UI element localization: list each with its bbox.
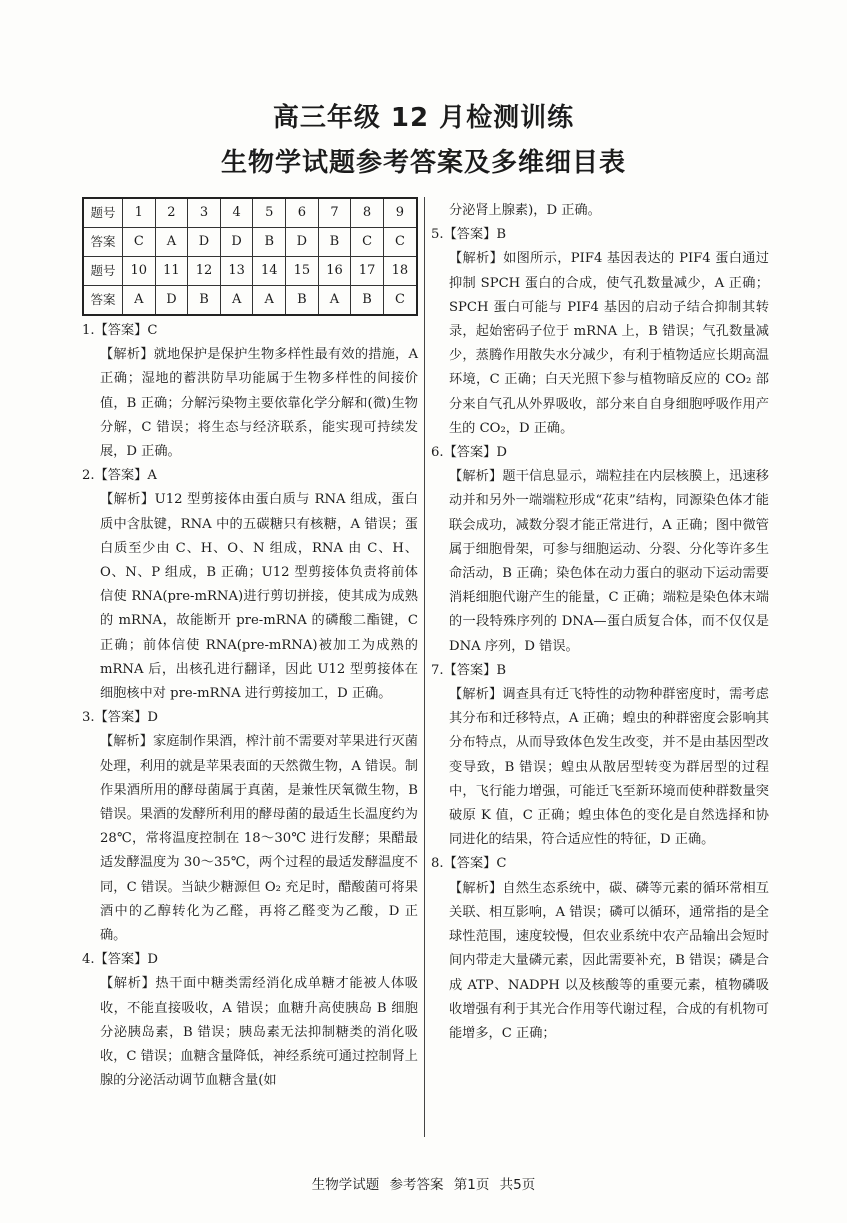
answer-table-cell: 16 (318, 257, 351, 286)
answer-table-cell: D (286, 228, 319, 257)
answer-table-cell: C (123, 228, 156, 257)
answer-table-header-cell: 题号 (83, 257, 123, 286)
answer-table-header-cell: 答案 (83, 286, 123, 316)
answer-table-cell: 11 (155, 257, 188, 286)
answer-table-cell: B (351, 286, 384, 316)
question-item (431, 659, 769, 853)
question-explanation: 【解析】就地保护是保护生物多样性最有效的措施，A 正确；湿地的蓄洪防旱功能属于生物多样性的间接价值，B 正确；分解污染物主要依靠化学分解和(微)生物分解，C 错误；将生态与经济联系，能实现可持续发展，D 正确。 (100, 347, 418, 460)
question-item (82, 706, 418, 948)
answer-table-cell: A (253, 286, 286, 316)
answer-table-row (83, 228, 417, 257)
question-explanation: 【解析】题干信息显示，端粒挂在内层核膜上，迅速移动并和另外一端端粒形成“花束”结构，同源染色体才能联会成功，减数分裂才能正常进行，A 正确；图中微管属于细胞骨架，可参与细胞运动、分裂、分化等许多生命活动，B 正确；染色体在动力蛋白的驱动下运动需要消耗细胞代谢产生的能量，C 正确；端粒是染色体末端的一段特殊序列的 DNA—蛋白质复合体，而不仅仅是 DNA 序列，D 错误。 (449, 469, 769, 654)
question-answer-heading: 6.【答案】D (431, 445, 507, 461)
answer-table-cell: A (220, 286, 253, 316)
answer-table-cell: A (318, 286, 351, 316)
question-item (82, 948, 418, 1093)
answer-table-cell: 14 (253, 257, 286, 286)
page-subtitle: 生物学试题参考答案及多维细目表 (220, 148, 626, 178)
answer-table-header-cell: 答案 (83, 228, 123, 257)
answer-table-cell: B (188, 286, 221, 316)
answer-table-cell: 18 (383, 257, 417, 286)
answer-table-cell: 12 (188, 257, 221, 286)
answer-table-cell: 6 (286, 198, 319, 228)
column-divider (424, 197, 425, 1137)
page-title: 高三年级 12 月检测训练 (272, 103, 575, 133)
question-answer-heading: 5.【答案】B (431, 227, 507, 243)
answer-table-cell: 9 (383, 198, 417, 228)
question-answer-heading: 2.【答案】A (82, 468, 157, 484)
question-item (431, 441, 769, 659)
question-answer-heading: 1.【答案】C (82, 323, 158, 338)
answer-table-cell: 10 (123, 257, 156, 286)
question-item (431, 852, 769, 1046)
question-explanation: 【解析】U12 型剪接体由蛋白质与 RNA 组成，蛋白质中含肽键，RNA 中的五碳糖只有核糖，A 错误；蛋白质至少由 C、H、O、N 组成，RNA 由 C、H、O、N、P 组成，B 正确；U12 型剪接体负责将前体信使 RNA(pre-mRNA)进行剪切拼接，使其成为成熟的 mRNA，故能断开 pre-mRNA 的磷酸二酯键，C 正确；前体信使 RNA(pre-mRNA)被加工为成熟的 mRNA 后，出核孔进行翻译，因此 U12 型剪接体在细胞核中对 pre-mRNA 进行剪接加工，D 正确。 (100, 492, 418, 702)
answer-table-cell: 7 (318, 198, 351, 228)
answer-table-cell: 2 (155, 198, 188, 228)
question-answer-heading: 8.【答案】C (431, 856, 507, 872)
answer-table-cell: 15 (286, 257, 319, 286)
question-explanation: 【解析】自然生态系统中，碳、磷等元素的循环常相互关联、相互影响，A 错误；磷可以循环，通常指的是全球性范围，速度较慢，但农业系统中农产品输出会短时间内带走大量磷元素，因此需要补充，B 错误；磷是合成 ATP、NADPH 以及核酸等的重要元素，植物磷吸收增强有利于其光合作用等代谢过程，合成的有机物可能增多，C 正确； (449, 880, 769, 1041)
question-item (82, 319, 418, 464)
question-item (431, 199, 769, 223)
answer-table-cell: B (318, 228, 351, 257)
right-column (431, 199, 769, 1046)
answer-table-cell: A (123, 286, 156, 316)
answer-table-cell: 5 (253, 198, 286, 228)
answer-table-cell: 4 (220, 198, 253, 228)
question-answer-heading: 7.【答案】B (431, 662, 507, 678)
answer-table-cell: C (351, 228, 384, 257)
answer-table-cell: C (383, 228, 417, 257)
question-answer-heading: 4.【答案】D (82, 952, 158, 968)
answer-table-cell: 13 (220, 257, 253, 286)
answer-table-cell: 1 (123, 198, 156, 228)
answer-table-row (83, 286, 417, 316)
answer-table-cell: C (383, 286, 417, 316)
answer-table (82, 197, 418, 316)
answer-table-cell: B (286, 286, 319, 316)
question-explanation: 分泌肾上腺素)，D 正确。 (449, 203, 601, 218)
answer-table-cell: B (253, 228, 286, 257)
question-item (82, 464, 418, 706)
question-item (431, 223, 769, 441)
question-explanation: 【解析】如图所示，PIF4 基因表达的 PIF4 蛋白通过抑制 SPCH 蛋白的合成，使气孔数量减少，A 正确；SPCH 蛋白可能与 PIF4 基因的启动子结合抑制其转录，起始密码子位于 mRNA 上，B 错误；气孔数量减少，蒸腾作用散失水分减少，有利于植物适应长期高温环境，C 正确；白天光照下参与植物暗反应的 CO₂ 部分来自气孔从外界吸收，部分来自自身细胞呼吸作用产生的 CO₂，D 正确。 (449, 251, 769, 436)
answer-table-cell: 8 (351, 198, 384, 228)
question-answer-heading: 3.【答案】D (82, 710, 158, 726)
question-explanation: 【解析】热干面中糖类需经消化成单糖才能被人体吸收，不能直接吸收，A 错误；血糖升高使胰岛 B 细胞分泌胰岛素，B 错误；胰岛素无法抑制糖类的消化吸收，C 错误；血糖含量降低，神经系统可通过控制肾上腺的分泌活动调节血糖含量(如 (100, 976, 418, 1089)
answer-table-cell: A (155, 228, 188, 257)
answer-table-cell: D (220, 228, 253, 257)
left-column (82, 197, 418, 1094)
answer-table-row (83, 198, 417, 228)
answer-table-cell: 3 (188, 198, 221, 228)
question-explanation: 【解析】调查具有迁飞特性的动物种群密度时，需考虑其分布和迁移特点，A 正确；蝗虫的种群密度会影响其分布特点，从而导致体色发生改变，并不是由基因型改变导致，B 错误；蝗虫从散居型转变为群居型的过程中，飞行能力增强，可能迁飞至新环境而使种群数量突破原 K 值，C 正确；蝗虫体色的变化是自然选择和协同进化的结果，符合适应性的特征，D 正确。 (449, 687, 769, 848)
answer-table-header-cell: 题号 (83, 198, 123, 228)
answer-table-cell: D (188, 228, 221, 257)
answer-table-cell: D (155, 286, 188, 316)
answer-table-row (83, 257, 417, 286)
question-explanation: 【解析】家庭制作果酒，榨汁前不需要对苹果进行灭菌处理，利用的就是苹果表面的天然微生物，A 错误。制作果酒所用的酵母菌属于真菌，是兼性厌氧微生物，B 错误。果酒的发酵所利用的酵母菌的最适生长温度约为 28℃，常将温度控制在 18～30℃ 进行发酵；果醋最适发酵温度为 30～35℃，两个过程的最适发酵温度不同，C 错误。当缺少糖源但 O₂ 充足时，醋酸菌可将果酒中的乙醇转化为乙醛，再将乙醛变为乙酸，D 正确。 (100, 734, 418, 944)
answer-table-cell: 17 (351, 257, 384, 286)
page-footer: 生物学试题 参考答案 第1页 共5页 (311, 1177, 536, 1193)
